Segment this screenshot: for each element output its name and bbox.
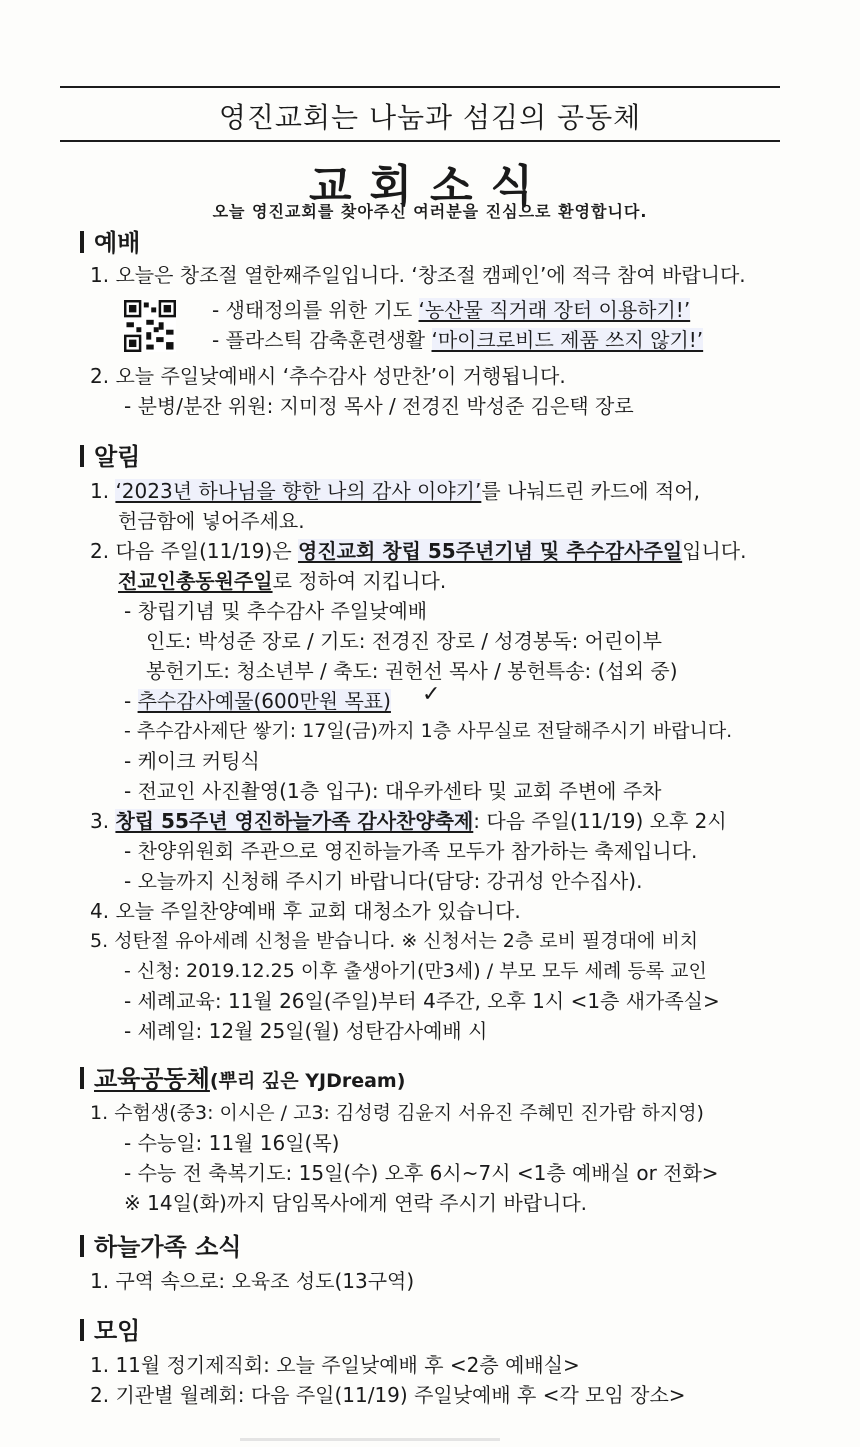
top-rule bbox=[60, 86, 780, 88]
meeting-item-2: 2. 기관별 월례회: 다음 주일(11/19) 주일낮예배 후 <각 모임 장소> bbox=[90, 1383, 686, 1407]
campaign-prayer: - 생태정의를 위한 기도 ‘농산물 직거래 장터 이용하기!’ bbox=[212, 298, 691, 322]
notice-item-2i: - 전교인 사진촬영(1층 입구): 대우카센타 및 교회 주변에 주차 bbox=[124, 779, 662, 803]
section-bar bbox=[80, 1067, 84, 1089]
section-bar bbox=[80, 1235, 84, 1257]
notice-item-2g: - 추수감사제단 쌓기: 17일(금)까지 1층 사무실로 전달해주시기 바랍니다. bbox=[124, 720, 733, 742]
notice-item-5b: - 세례교육: 11월 26일(주일)부터 4주간, 오후 1시 <1층 새가족실> bbox=[124, 989, 720, 1013]
notice-item-1b: 헌금함에 넣어주세요. bbox=[118, 509, 305, 533]
worship-item-1: 1. 오늘은 창조절 열한째주일입니다. ‘창조절 캠페인’에 적극 참여 바랍니다. bbox=[90, 263, 746, 287]
notice-item-3b: - 오늘까지 신청해 주시기 바랍니다(담당: 강귀성 안수집사). bbox=[124, 869, 643, 893]
notice-item-3a: - 찬양위원회 주관으로 영진하늘가족 모두가 참가하는 축제입니다. bbox=[124, 839, 698, 863]
notice-item-2c: - 창립기념 및 추수감사 주일낮예배 bbox=[124, 599, 428, 623]
notice-item-1: 1. ‘2023년 하나님을 향한 나의 감사 이야기’를 나눠드린 카드에 적어, bbox=[90, 479, 700, 503]
notice-item-4: 4. 오늘 주일찬양예배 후 교회 대청소가 있습니다. bbox=[90, 899, 521, 923]
campaign-plastic: - 플라스틱 감축훈련생활 ‘마이크로비드 제품 쓰지 않기!’ bbox=[212, 328, 704, 352]
section-worship-heading: 예배 bbox=[80, 228, 140, 258]
bottom-scan-mark bbox=[240, 1438, 500, 1441]
notice-item-2f: - 추수감사예물(600만원 목표) bbox=[124, 689, 391, 713]
worship-item-2a: - 분병/분잔 위원: 지미정 목사 / 전경진 박성준 김은택 장로 bbox=[124, 394, 634, 418]
section-notice-heading: 알림 bbox=[80, 442, 140, 472]
section-family-heading: 하늘가족 소식 bbox=[80, 1232, 241, 1262]
notice-item-2b: 전교인총동원주일로 정하여 지킵니다. bbox=[118, 569, 447, 593]
education-item-1c: ※ 14일(화)까지 담임목사에게 연락 주시기 바랍니다. bbox=[124, 1191, 588, 1215]
education-item-1: 1. 수험생(중3: 이시은 / 고3: 김성령 김윤지 서유진 주혜민 진가람 하지영) bbox=[90, 1102, 704, 1124]
family-item-1: 1. 구역 속으로: 오육조 성도(13구역) bbox=[90, 1269, 415, 1293]
section-meeting-heading: 모임 bbox=[80, 1316, 140, 1346]
notice-item-2: 2. 다음 주일(11/19)은 영진교회 창립 55주년기념 및 추수감사주일입니다. bbox=[90, 539, 747, 563]
education-item-1b: - 수능 전 축복기도: 15일(수) 오후 6시~7시 <1층 예배실 or 전화> bbox=[124, 1161, 719, 1185]
page-title: 교회소식 bbox=[308, 161, 551, 212]
notice-item-5c: - 세례일: 12월 25일(월) 성탄감사예배 시 bbox=[124, 1019, 488, 1043]
section-bar bbox=[80, 231, 84, 253]
motto-rule bbox=[60, 140, 780, 142]
qr-code-icon[interactable] bbox=[124, 300, 176, 352]
section-bar bbox=[80, 445, 84, 467]
worship-item-2: 2. 오늘 주일낮예배시 ‘추수감사 성만찬’이 거행됩니다. bbox=[90, 364, 566, 388]
check-mark-icon: ✓ bbox=[422, 682, 441, 707]
church-motto: 영진교회는 나눔과 섬김의 공동체 bbox=[218, 101, 642, 134]
notice-item-5: 5. 성탄절 유아세례 신청을 받습니다. ※ 신청서는 2층 로비 필경대에 비치 bbox=[90, 930, 699, 952]
notice-item-2d: 인도: 박성준 장로 / 기도: 전경진 장로 / 성경봉독: 어린이부 bbox=[146, 629, 662, 653]
meeting-item-1: 1. 11월 정기제직회: 오늘 주일낮예배 후 <2층 예배실> bbox=[90, 1353, 580, 1377]
notice-item-2h: - 케이크 커팅식 bbox=[124, 749, 260, 773]
notice-item-3: 3. 창립 55주년 영진하늘가족 감사찬양축제: 다음 주일(11/19) 오후 2시 bbox=[90, 809, 727, 833]
notice-item-2e: 봉헌기도: 청소년부 / 축도: 권헌선 목사 / 봉헌특송: (섭외 중) bbox=[146, 659, 678, 683]
education-item-1a: - 수능일: 11월 16일(목) bbox=[124, 1131, 340, 1155]
section-education-heading: 교육공동체(뿌리 깊은 YJDream) bbox=[80, 1064, 405, 1096]
notice-item-5a: - 신청: 2019.12.25 이후 출생아기(만3세) / 부모 모두 세례 등록 교인 bbox=[124, 960, 707, 982]
section-bar bbox=[80, 1319, 84, 1341]
welcome-message: 오늘 영진교회를 찾아주신 여러분을 진심으로 환영합니다. bbox=[212, 202, 648, 221]
